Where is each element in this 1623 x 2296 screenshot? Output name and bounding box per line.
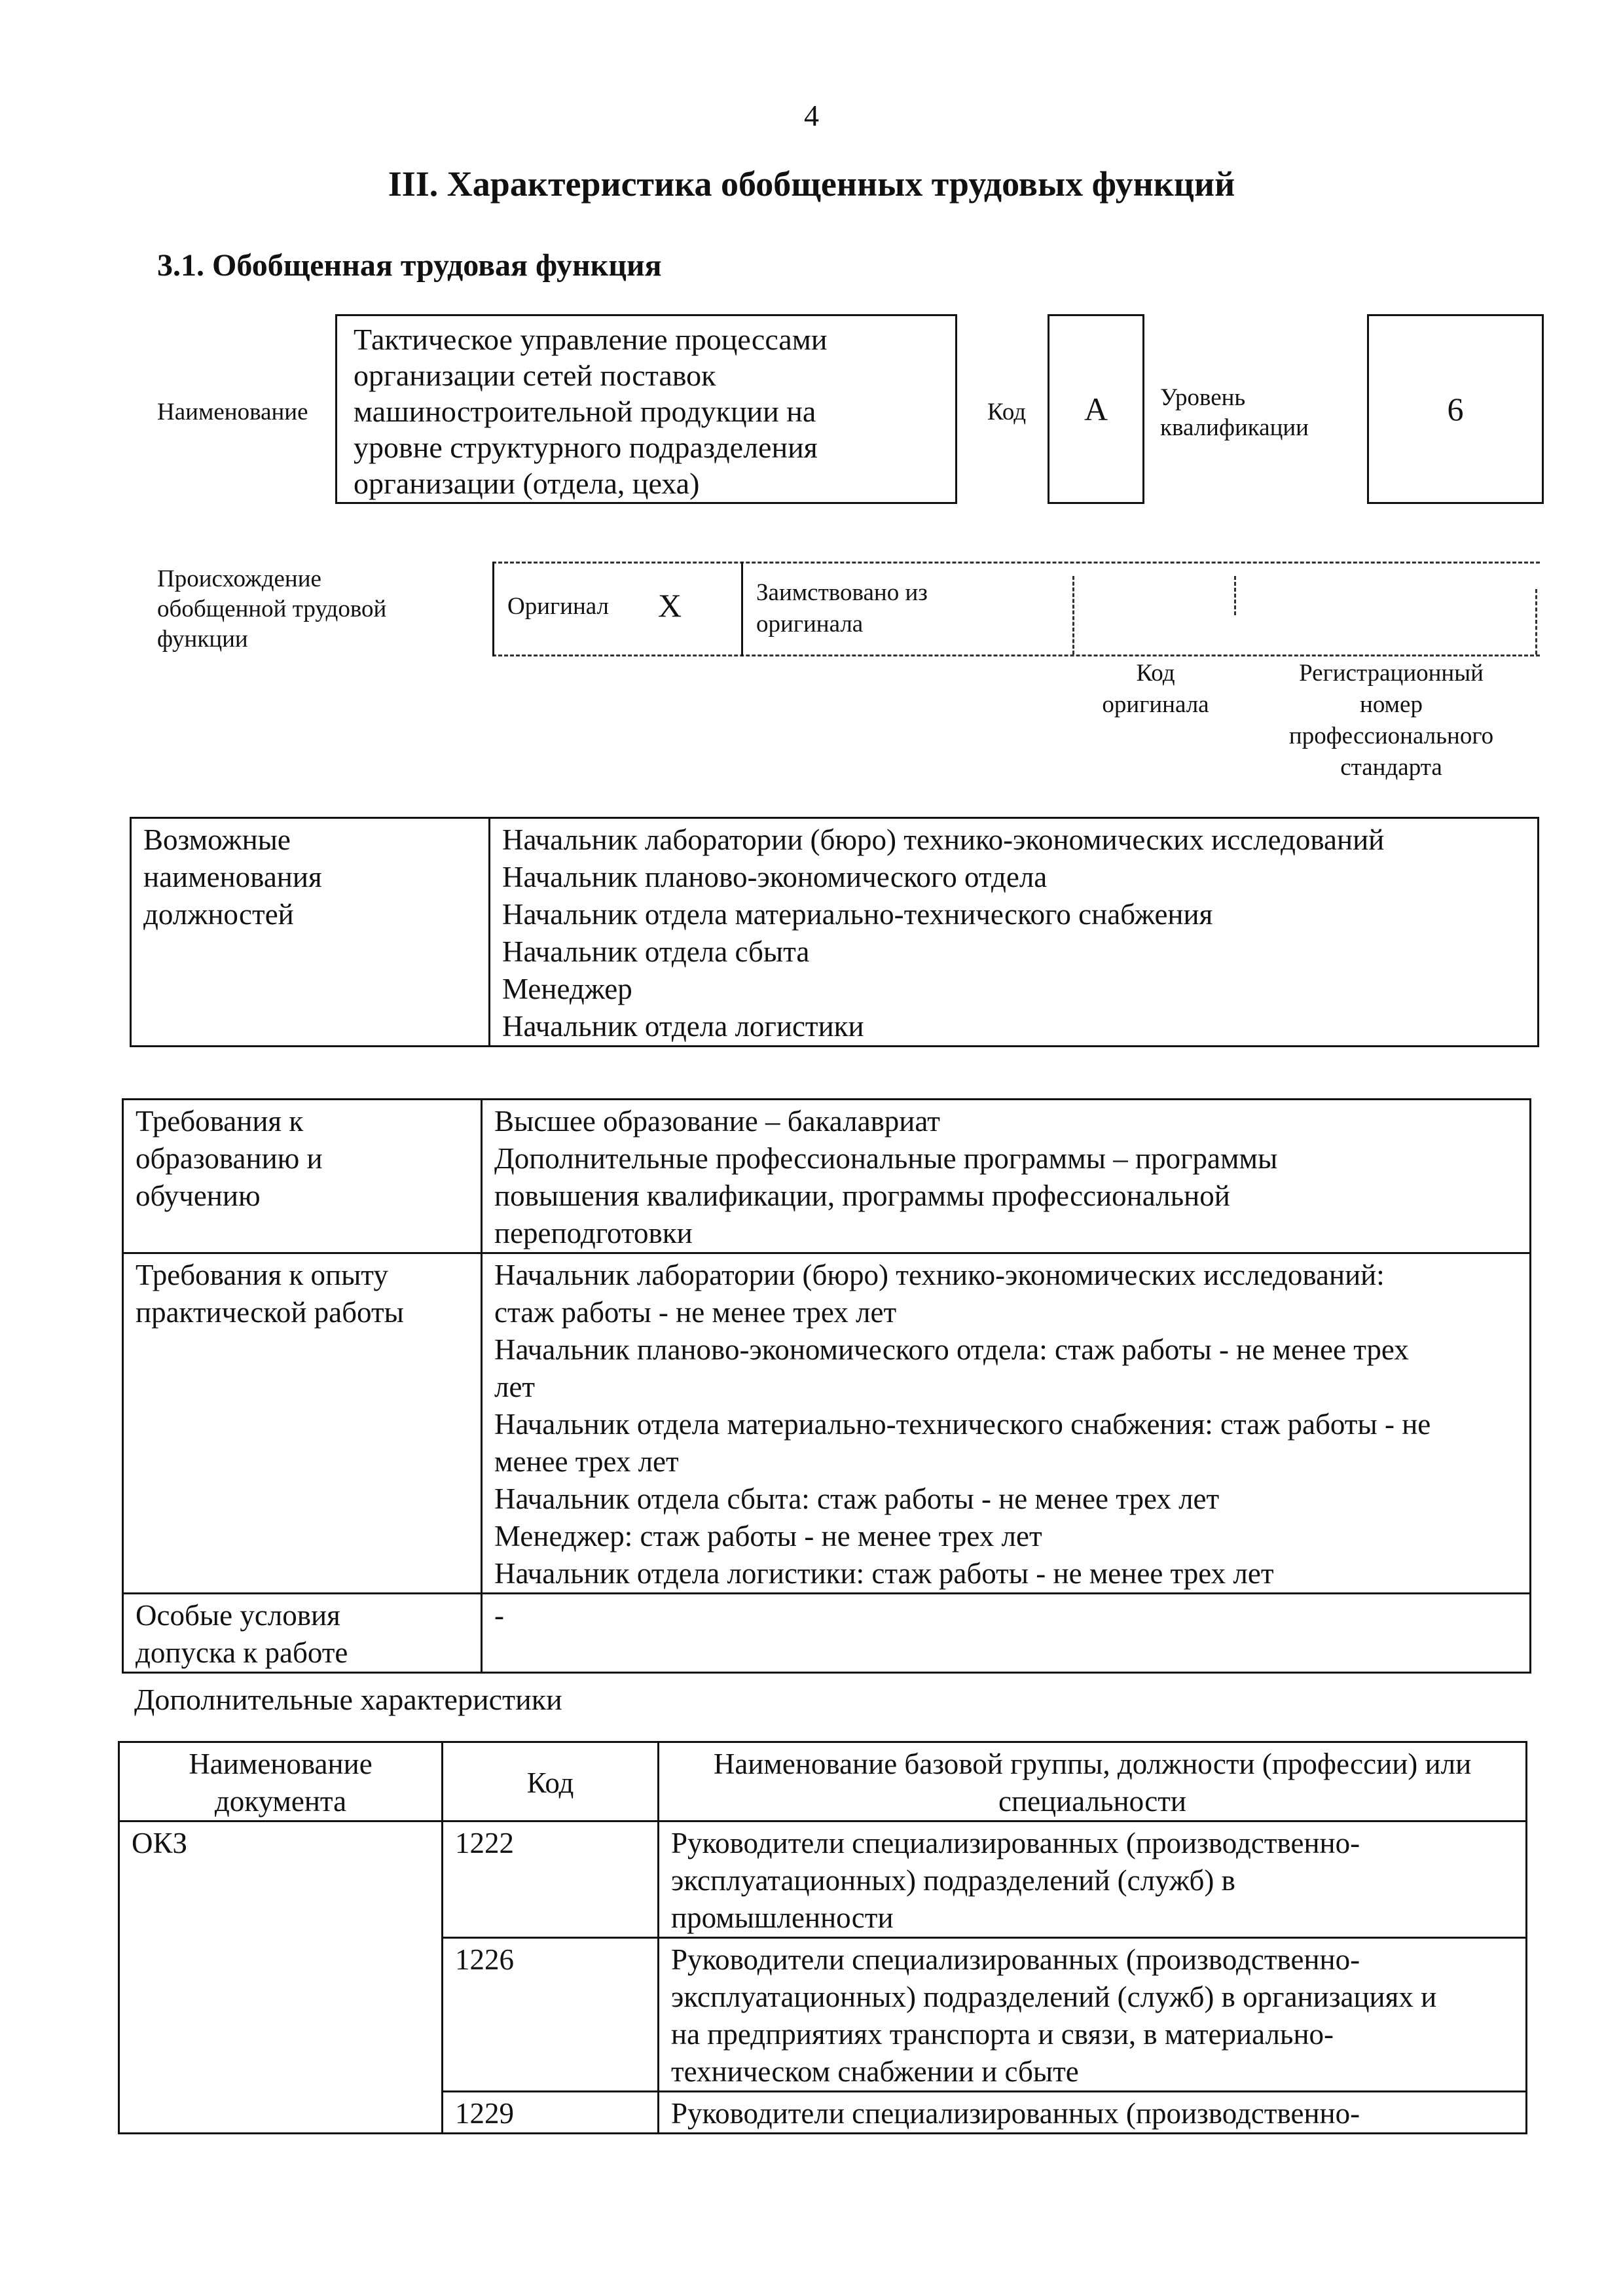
origin-frame-bottom [492, 655, 1540, 656]
additional-heading: Дополнительные характеристики [134, 1683, 562, 1716]
row-group-line: Руководители специализированных (производственно- [671, 2097, 1360, 2130]
row-group-line: техническом снабжении и сбыте [671, 2055, 1079, 2088]
gtf-level-label [1160, 383, 1309, 443]
section-title: III. Характеристика обобщенных трудовых функций [388, 164, 1235, 204]
experience-line: Начальник лаборатории (бюро) технико-экономических исследований: [494, 1259, 1385, 1291]
position-item: Начальник лаборатории (бюро) технико-экономических исследований [502, 823, 1385, 856]
origin-reg-number-line: стандарта [1340, 754, 1442, 781]
experience-line: Начальник отдела логистики: стаж работы - не менее трех лет [494, 1557, 1274, 1590]
gtf-name-label: Наименование [157, 399, 308, 425]
positions-items-cell [490, 818, 1539, 1047]
origin-label-line: обобщенной трудовой [157, 596, 387, 622]
requirements-table [122, 1098, 1531, 1674]
origin-code-original-line: Код [1136, 660, 1175, 687]
origin-frame-divider [741, 562, 743, 656]
origin-frame-divider-dashed [1234, 576, 1236, 615]
experience-line: Начальник планово-экономического отдела: стаж работы - не менее трех [494, 1333, 1409, 1366]
experience-line: стаж работы - не менее трех лет [494, 1296, 897, 1329]
origin-original-mark: Х [658, 587, 682, 624]
table-row [119, 1821, 1527, 1938]
gtf-level-box [1367, 314, 1544, 504]
education-value-cell [482, 1100, 1531, 1253]
col-group-header-line: Наименование базовой группы, должности (профессии) или [713, 1748, 1472, 1780]
gtf-code-value: А [1084, 391, 1108, 427]
origin-borrowed-line: Заимствовано из [756, 579, 928, 606]
education-label-line: образованию и [136, 1142, 323, 1175]
additional-header-row [119, 1742, 1527, 1821]
page-number: 4 [804, 99, 819, 132]
row-group-line: на предприятиях транспорта и связи, в материально- [671, 2018, 1334, 2051]
gtf-name-line: организации (отдела, цеха) [354, 467, 700, 500]
origin-borrowed-line: оригинала [756, 611, 864, 637]
origin-code-original-line: оригинала [1102, 691, 1209, 718]
col-group-header-line: специальности [998, 1785, 1186, 1818]
origin-label [157, 564, 386, 655]
education-label-line: обучению [136, 1179, 261, 1212]
row-group-cell [659, 1821, 1527, 1938]
row-doc-cell: ОКЗ [119, 1821, 443, 2134]
position-item: Начальник планово-экономического отдела [502, 861, 1048, 893]
col-code-header: Код [443, 1742, 659, 1821]
position-item: Начальник отдела логистики [502, 1010, 864, 1043]
row-code-cell: 1222 [443, 1821, 659, 1938]
gtf-code-box [1048, 314, 1144, 504]
row-group-line: эксплуатационных) подразделений (служб) в организациях и [671, 1981, 1437, 2013]
gtf-level-value: 6 [1447, 391, 1464, 427]
col-doc-header-line: документа [214, 1785, 347, 1818]
education-line: Дополнительные профессиональные программы – программы [494, 1142, 1278, 1175]
experience-label-line: Требования к опыту [136, 1259, 388, 1291]
experience-label-cell [123, 1253, 482, 1594]
origin-reg-number-label [1244, 658, 1539, 783]
gtf-name-line: организации сетей поставок [354, 359, 716, 392]
row-group-cell [659, 2092, 1527, 2134]
positions-label-cell [131, 818, 490, 1047]
subsection-title: 3.1. Обобщенная трудовая функция [157, 248, 662, 283]
row-group-line: эксплуатационных) подразделений (служб) в [671, 1864, 1235, 1897]
row-group-cell [659, 1938, 1527, 2092]
experience-line: Менеджер: стаж работы - не менее трех лет [494, 1520, 1042, 1552]
origin-code-original-label [1074, 658, 1237, 721]
col-doc-header-line: Наименование [189, 1748, 373, 1780]
positions-label-line: должностей [143, 898, 294, 931]
gtf-code-label: Код [987, 399, 1027, 425]
origin-original-label: Оригинал [507, 593, 610, 620]
requirements-row-education [123, 1100, 1531, 1253]
position-item: Менеджер [502, 973, 632, 1005]
gtf-level-label-line: квалификации [1160, 414, 1309, 441]
origin-label-line: функции [157, 626, 248, 653]
col-group-header [659, 1742, 1527, 1821]
special-label-cell [123, 1594, 482, 1673]
origin-frame-left [492, 562, 494, 656]
origin-frame-divider-dashed [1072, 576, 1074, 655]
positions-row [131, 818, 1539, 1047]
special-value: - [494, 1599, 504, 1632]
gtf-level-label-line: Уровень [1160, 384, 1246, 411]
experience-line: менее трех лет [494, 1445, 679, 1478]
requirements-row-experience [123, 1253, 1531, 1594]
education-line: повышения квалификации, программы профессиональной [494, 1179, 1230, 1212]
requirements-row-special [123, 1594, 1531, 1673]
origin-borrowed-label [756, 577, 928, 640]
row-code-cell: 1229 [443, 2092, 659, 2134]
gtf-name-line: Тактическое управление процессами [354, 323, 828, 356]
row-group-line: Руководители специализированных (производственно- [671, 1943, 1360, 1976]
row-group-line: промышленности [671, 1901, 894, 1934]
special-label-line: допуска к работе [136, 1636, 348, 1669]
position-item: Начальник отдела сбыта [502, 935, 810, 968]
origin-frame-top [492, 562, 1540, 564]
gtf-name-line: машиностроительной продукции на [354, 395, 816, 428]
positions-label-line: Возможные [143, 823, 291, 856]
row-group-line: Руководители специализированных (производственно- [671, 1827, 1360, 1859]
origin-frame-right [1535, 589, 1537, 655]
additional-table [118, 1741, 1527, 2134]
positions-label-line: наименования [143, 861, 322, 893]
experience-value-cell [482, 1253, 1531, 1594]
special-value-cell [482, 1594, 1531, 1673]
education-line: переподготовки [494, 1217, 693, 1249]
education-label-line: Требования к [136, 1105, 304, 1138]
origin-reg-number-line: профессионального [1288, 723, 1494, 749]
gtf-name-box [335, 314, 957, 504]
experience-line: лет [494, 1371, 536, 1403]
education-line: Высшее образование – бакалавриат [494, 1105, 940, 1138]
positions-table [130, 817, 1539, 1047]
position-item: Начальник отдела материально-технического снабжения [502, 898, 1213, 931]
education-label-cell [123, 1100, 482, 1253]
experience-label-line: практической работы [136, 1296, 404, 1329]
col-doc-header [119, 1742, 443, 1821]
origin-reg-number-line: номер [1360, 691, 1423, 718]
experience-line: Начальник отдела материально-технического снабжения: стаж работы - не [494, 1408, 1431, 1441]
row-code-cell: 1226 [443, 1938, 659, 2092]
gtf-name-line: уровне структурного подразделения [354, 431, 818, 464]
special-label-line: Особые условия [136, 1599, 340, 1632]
experience-line: Начальник отдела сбыта: стаж работы - не менее трех лет [494, 1482, 1220, 1515]
origin-reg-number-line: Регистрационный [1299, 660, 1484, 687]
origin-label-line: Происхождение [157, 565, 321, 592]
